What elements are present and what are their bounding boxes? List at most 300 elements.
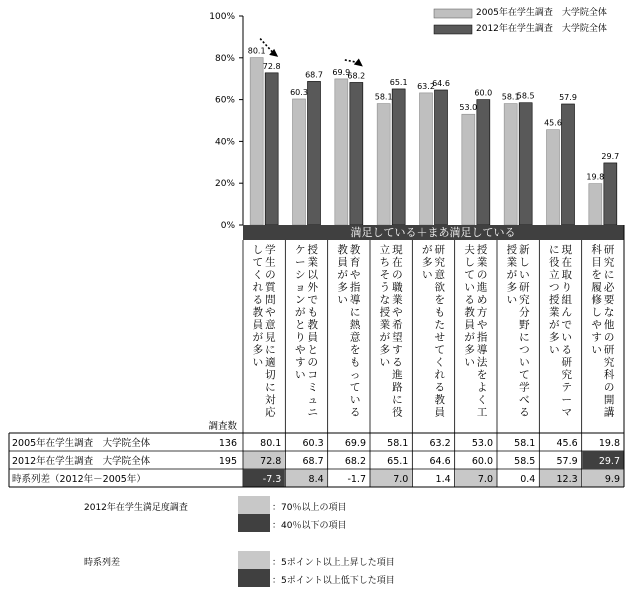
data-label-2005-6: 58.1 xyxy=(501,92,520,102)
category-char: 多 xyxy=(252,344,264,356)
table-cell: 9.9 xyxy=(604,474,620,485)
note-trend-up: ：5ポイント以上上昇した項目 xyxy=(272,558,395,568)
legend xyxy=(434,9,472,34)
category-char: て xyxy=(434,344,445,356)
category-char: つ xyxy=(549,281,560,294)
category-char: う xyxy=(379,281,391,294)
category-char: 路 xyxy=(392,381,403,394)
category-char: や xyxy=(349,269,361,281)
notes xyxy=(238,496,270,587)
table-cell: 63.2 xyxy=(429,438,451,449)
category-char: い xyxy=(519,356,530,369)
category-char: 多 xyxy=(464,344,475,356)
category-char: 教 xyxy=(434,394,445,406)
category-char: そ xyxy=(379,269,391,281)
category-char: を xyxy=(434,294,445,306)
bar-2012-1 xyxy=(308,81,321,225)
category-char: し xyxy=(591,306,602,319)
category-char: ち xyxy=(379,256,391,269)
data-label-2005-7: 45.6 xyxy=(544,118,562,128)
data-label-2012-8: 29.7 xyxy=(601,151,620,161)
category-char: い xyxy=(379,356,391,369)
category-char: 現 xyxy=(392,244,403,256)
category-char: 員 xyxy=(464,319,475,331)
category-char: 取 xyxy=(561,269,572,281)
data-label-2005-4: 63.2 xyxy=(417,81,435,91)
category-char: 員 xyxy=(252,319,264,331)
category-char: べ xyxy=(519,394,530,406)
category-char: 意 xyxy=(265,319,276,331)
note-trend-down: ：5ポイント以上低下した項目 xyxy=(272,576,395,586)
category-char: る xyxy=(519,406,530,419)
table-cell: 8.4 xyxy=(308,474,324,485)
category-char: い xyxy=(519,269,530,281)
y-tick-label: 40% xyxy=(214,137,235,148)
category-label-4 xyxy=(422,244,446,419)
category-char: し xyxy=(464,256,475,269)
category-char: 応 xyxy=(265,406,276,419)
category-char: を xyxy=(591,269,602,281)
table-cell: 57.9 xyxy=(556,456,578,467)
table-cell: 7.0 xyxy=(477,474,493,485)
category-char: 法 xyxy=(476,356,488,369)
category-char: ン xyxy=(295,294,306,306)
category-char: に xyxy=(265,344,276,356)
category-label-6 xyxy=(507,243,531,419)
table-cell: 53.0 xyxy=(471,438,493,449)
category-char: や xyxy=(265,306,276,319)
category-char: 問 xyxy=(265,294,276,306)
category-char: る xyxy=(252,294,264,306)
category-char: 適 xyxy=(265,356,276,369)
y-tick-label: 60% xyxy=(214,95,235,106)
bar-2005-4 xyxy=(420,93,433,225)
bar-2012-5 xyxy=(477,100,490,225)
category-char: 授 xyxy=(506,244,518,256)
category-char: 生 xyxy=(265,256,276,269)
category-char: る xyxy=(349,406,361,419)
category-char: が xyxy=(337,269,348,281)
chart-title-band xyxy=(243,225,624,240)
category-char: て xyxy=(349,381,361,394)
category-char: ー xyxy=(295,256,306,269)
table-cell: 69.9 xyxy=(344,438,366,449)
category-char: と xyxy=(295,319,306,331)
category-char: テ xyxy=(561,381,572,394)
data-label-2012-3: 65.1 xyxy=(389,77,408,87)
category-char: れ xyxy=(252,281,264,294)
category-char: く xyxy=(434,356,445,369)
table-row-label: 2005年在学生調査 大学院全体 xyxy=(12,438,151,449)
table-row-label: 時系列差（2012年－2005年） xyxy=(12,474,146,485)
y-tick-label: 0% xyxy=(220,221,235,231)
note-swatch-low xyxy=(238,514,270,532)
category-char: が xyxy=(379,331,391,344)
category-char: 教 xyxy=(349,244,361,256)
category-char: 授 xyxy=(307,244,318,256)
category-char: い xyxy=(561,331,572,344)
category-char: に xyxy=(349,306,361,319)
category-char: 研 xyxy=(561,356,572,369)
table-cell: 19.8 xyxy=(598,438,620,449)
category-char: い xyxy=(591,344,602,356)
bar-2005-0 xyxy=(250,58,263,225)
category-char: も xyxy=(434,306,445,319)
category-char: 組 xyxy=(561,294,572,306)
category-char: め xyxy=(476,294,488,306)
bar-2012-6 xyxy=(519,103,532,225)
category-char: 多 xyxy=(506,281,518,294)
category-char: を xyxy=(349,344,361,356)
bar-2005-8 xyxy=(589,184,602,225)
category-char: シ xyxy=(295,269,306,281)
category-char: す xyxy=(591,331,602,344)
category-char: 多 xyxy=(337,281,348,294)
category-char: マ xyxy=(561,406,572,419)
category-char: い xyxy=(252,356,264,369)
data-label-2012-0: 72.8 xyxy=(262,61,281,71)
table-cell: 58.5 xyxy=(514,456,536,467)
data-label-2005-8: 19.8 xyxy=(586,172,605,182)
category-char: し xyxy=(519,256,530,269)
table-cell: 45.6 xyxy=(556,438,578,449)
category-char: る xyxy=(464,294,475,306)
category-char: 現 xyxy=(561,244,572,256)
category-char: く xyxy=(476,394,488,406)
category-char: い xyxy=(464,356,475,369)
category-char: 業 xyxy=(307,256,318,269)
category-char: 必 xyxy=(603,281,615,294)
category-char: を xyxy=(476,369,488,381)
chart-title: 満足している＋まあ満足している xyxy=(350,226,516,239)
note-trend-title: 時系列差 xyxy=(84,558,121,568)
category-char: の xyxy=(307,356,318,369)
y-tick-label: 20% xyxy=(214,179,235,190)
bar-2005-2 xyxy=(335,79,348,225)
category-char: 質 xyxy=(265,281,276,294)
category-char: で xyxy=(307,294,318,306)
category-char: つ xyxy=(519,344,530,356)
category-char: 多 xyxy=(549,331,560,344)
bar-plot xyxy=(248,47,619,225)
category-char: れ xyxy=(434,369,445,381)
category-char: コ xyxy=(307,369,318,381)
note-satisfaction-high: ：70％以上の項目 xyxy=(272,503,347,513)
y-tick-label: 80% xyxy=(214,53,235,64)
category-char: て xyxy=(519,369,530,381)
category-char: い xyxy=(506,294,518,306)
category-char: や xyxy=(392,306,403,319)
category-char: い xyxy=(464,281,475,294)
table-cell: 58.1 xyxy=(387,438,409,449)
category-char: て xyxy=(252,256,264,269)
bar-2012-0 xyxy=(265,73,278,225)
category-char: の xyxy=(476,269,488,281)
category-char: 科 xyxy=(603,369,615,381)
category-char: く xyxy=(252,269,264,281)
category-char: る xyxy=(434,381,445,394)
note-swatch-up xyxy=(238,551,270,569)
data-label-2012-4: 64.6 xyxy=(432,78,450,88)
category-char: 教 xyxy=(464,306,475,319)
category-char: 研 xyxy=(603,344,615,356)
category-char: 役 xyxy=(392,406,403,419)
category-char: 指 xyxy=(349,281,361,294)
category-char: 業 xyxy=(379,319,391,331)
category-char: 指 xyxy=(476,331,488,344)
bar-2012-2 xyxy=(350,82,363,225)
category-char: 教 xyxy=(252,306,264,319)
category-label-5 xyxy=(464,243,488,419)
category-char: 望 xyxy=(392,331,403,344)
category-char: で xyxy=(561,319,572,331)
table-cell: 65.1 xyxy=(387,456,409,467)
table-row-count: 195 xyxy=(218,456,237,467)
category-char: っ xyxy=(349,369,361,381)
arrow-head xyxy=(354,58,363,66)
data-label-2012-5: 60.0 xyxy=(474,88,493,98)
category-char: 業 xyxy=(549,306,560,319)
category-char: 進 xyxy=(476,281,488,294)
data-label-2012-7: 57.9 xyxy=(559,92,577,102)
category-char: 業 xyxy=(506,256,518,269)
category-char: 切 xyxy=(265,369,276,381)
category-char: 究 xyxy=(603,356,615,369)
category-char: 研 xyxy=(519,281,530,294)
category-char: も xyxy=(349,356,361,369)
category-char: ケ xyxy=(295,244,306,256)
bar-2012-7 xyxy=(562,104,575,225)
category-char: に xyxy=(549,244,560,256)
category-char: ミ xyxy=(307,381,318,394)
table-cell: 58.1 xyxy=(514,438,536,449)
category-char: 履 xyxy=(591,281,602,294)
category-char: い xyxy=(422,269,433,281)
category-char: 在 xyxy=(392,256,403,269)
category-char: 員 xyxy=(434,406,445,419)
category-char: が xyxy=(506,269,518,281)
category-char: 野 xyxy=(519,319,530,331)
table-cell: 0.4 xyxy=(520,474,536,485)
category-char: 教 xyxy=(337,244,348,256)
category-char: 講 xyxy=(603,406,615,419)
note-satisfaction-low: ：40％以下の項目 xyxy=(272,521,347,531)
category-char: 意 xyxy=(434,269,445,281)
bar-2005-1 xyxy=(293,99,306,225)
category-char: 開 xyxy=(603,394,615,406)
table-cell: 80.1 xyxy=(260,438,282,449)
decrease-arrow-icon-1 xyxy=(345,58,363,66)
category-char: 究 xyxy=(603,256,615,269)
category-char: 新 xyxy=(519,244,530,256)
category-char: よ xyxy=(476,381,488,394)
table-cell: 12.3 xyxy=(556,474,578,485)
category-char: 修 xyxy=(591,294,602,306)
table-cell: -1.7 xyxy=(347,474,366,485)
category-char: 希 xyxy=(392,319,403,331)
category-char: 究 xyxy=(561,369,572,381)
category-char: ュ xyxy=(307,394,318,406)
note-satisfaction-title: 2012年在学生満足度調査 xyxy=(84,503,188,513)
category-label-8 xyxy=(591,243,615,419)
category-char: 進 xyxy=(392,369,403,381)
category-char: 研 xyxy=(434,244,445,256)
category-char: ョ xyxy=(295,281,306,294)
category-char: る xyxy=(392,356,403,369)
category-char: 外 xyxy=(307,281,318,294)
category-char: せ xyxy=(434,331,445,344)
data-label-2005-2: 69.9 xyxy=(332,67,351,77)
legend-label-2012: 2012年在学生調査 大学院全体 xyxy=(476,24,607,34)
category-char: い xyxy=(337,294,348,306)
category-char: 職 xyxy=(392,281,403,294)
category-char: や xyxy=(476,319,488,331)
category-char: 要 xyxy=(603,294,615,306)
category-char: や xyxy=(591,319,602,331)
data-label-2005-1: 60.3 xyxy=(290,87,308,97)
legend-swatch-2012 xyxy=(434,25,472,34)
category-char: り xyxy=(295,331,306,344)
bar-2005-5 xyxy=(462,114,475,225)
legend-swatch-2005 xyxy=(434,9,472,18)
category-char: 他 xyxy=(603,319,615,331)
category-char: る xyxy=(561,344,572,356)
category-char: 見 xyxy=(265,331,276,344)
category-char: 学 xyxy=(265,244,276,256)
category-char: が xyxy=(464,331,475,344)
category-labels xyxy=(253,243,615,419)
category-char: や xyxy=(295,344,306,356)
category-char: 員 xyxy=(337,256,348,269)
category-char: 業 xyxy=(476,256,488,269)
category-char: し xyxy=(252,244,264,256)
data-label-2012-2: 68.2 xyxy=(347,71,366,81)
category-char: り xyxy=(561,281,572,294)
category-char: 立 xyxy=(549,269,560,281)
category-char: 授 xyxy=(476,244,488,256)
category-char: 多 xyxy=(379,344,391,356)
category-char: 意 xyxy=(349,331,361,344)
category-char: た xyxy=(434,319,445,331)
category-char: に xyxy=(519,331,530,344)
table-cell: 60.0 xyxy=(471,456,493,467)
table-row-label: 2012年在学生調査 大学院全体 xyxy=(12,456,151,467)
y-tick-label: 100% xyxy=(209,12,235,22)
data-label-2005-3: 58.1 xyxy=(374,92,393,102)
category-char: が xyxy=(252,331,264,344)
category-char: 欲 xyxy=(434,281,445,294)
category-char: い xyxy=(349,394,361,406)
category-label-1 xyxy=(295,243,319,419)
category-char: す xyxy=(295,356,306,369)
category-char: 対 xyxy=(265,394,276,406)
bar-2005-3 xyxy=(377,104,390,225)
category-char: ー xyxy=(561,394,572,406)
category-char: 業 xyxy=(392,294,403,306)
category-char: 多 xyxy=(422,256,433,269)
category-char: 熱 xyxy=(349,319,361,331)
category-char: 分 xyxy=(519,306,530,319)
category-char: い xyxy=(295,369,306,381)
category-char: 授 xyxy=(379,306,391,319)
table-cell: 29.7 xyxy=(598,456,620,467)
note-swatch-high xyxy=(238,496,270,514)
note-swatch-down xyxy=(238,569,270,587)
category-char: な xyxy=(379,294,391,306)
table-row-count: 136 xyxy=(218,438,237,449)
arrow-head xyxy=(269,49,278,57)
category-char: の xyxy=(603,331,615,344)
category-char: が xyxy=(549,319,560,331)
category-char: の xyxy=(265,269,276,281)
category-char: 役 xyxy=(549,256,560,269)
category-char: の xyxy=(603,381,615,394)
category-char: 科 xyxy=(591,244,602,256)
category-char: 以 xyxy=(307,269,318,281)
bar-2012-3 xyxy=(392,89,405,225)
category-char: 教 xyxy=(307,319,318,331)
category-char: 目 xyxy=(591,256,602,269)
y-axis xyxy=(209,12,243,231)
data-label-2012-1: 68.7 xyxy=(305,70,323,80)
data-label-2012-6: 58.5 xyxy=(516,91,535,101)
category-char: 授 xyxy=(549,294,560,306)
category-label-3 xyxy=(380,244,404,419)
category-char: 在 xyxy=(561,256,572,269)
category-char: い xyxy=(549,344,560,356)
bar-2012-8 xyxy=(604,163,617,225)
category-char: に xyxy=(265,381,276,394)
category-label-0 xyxy=(253,243,277,419)
table-cell: 60.3 xyxy=(302,438,324,449)
category-char: 夫 xyxy=(464,244,475,256)
bar-2012-4 xyxy=(435,90,448,225)
category-char: 立 xyxy=(379,244,391,256)
count-header: 調査数 xyxy=(208,421,237,432)
category-char: が xyxy=(422,244,433,256)
category-char: 研 xyxy=(603,244,615,256)
category-char: す xyxy=(392,344,403,356)
table-cell: 7.0 xyxy=(393,474,409,485)
legend-label-2005: 2005年在学生調査 大学院全体 xyxy=(476,8,607,18)
category-label-2 xyxy=(337,243,361,419)
data-label-2005-5: 53.0 xyxy=(459,103,478,113)
category-char: も xyxy=(307,306,318,319)
category-label-7 xyxy=(549,244,573,419)
category-char: 究 xyxy=(519,294,530,306)
table-cell: -7.3 xyxy=(262,474,282,485)
category-char: 導 xyxy=(349,294,361,306)
category-char: と xyxy=(307,344,318,356)
category-char: ニ xyxy=(307,406,318,419)
data-label-2005-0: 80.1 xyxy=(247,46,266,56)
category-char: の xyxy=(392,269,403,281)
category-char: 工 xyxy=(476,406,488,419)
category-char: 員 xyxy=(307,331,318,344)
category-char: に xyxy=(603,269,615,281)
category-char: 導 xyxy=(476,344,488,356)
bar-2005-6 xyxy=(504,104,517,225)
category-char: に xyxy=(392,394,403,406)
table-cell: 72.8 xyxy=(260,456,282,467)
table-cell: 1.4 xyxy=(435,474,451,485)
table-cell: 68.2 xyxy=(344,456,366,467)
table-cell: 64.6 xyxy=(429,456,451,467)
table-cell: 68.7 xyxy=(302,456,324,467)
category-char: が xyxy=(295,306,306,319)
category-char: 究 xyxy=(434,256,445,269)
category-char: ん xyxy=(561,306,572,319)
